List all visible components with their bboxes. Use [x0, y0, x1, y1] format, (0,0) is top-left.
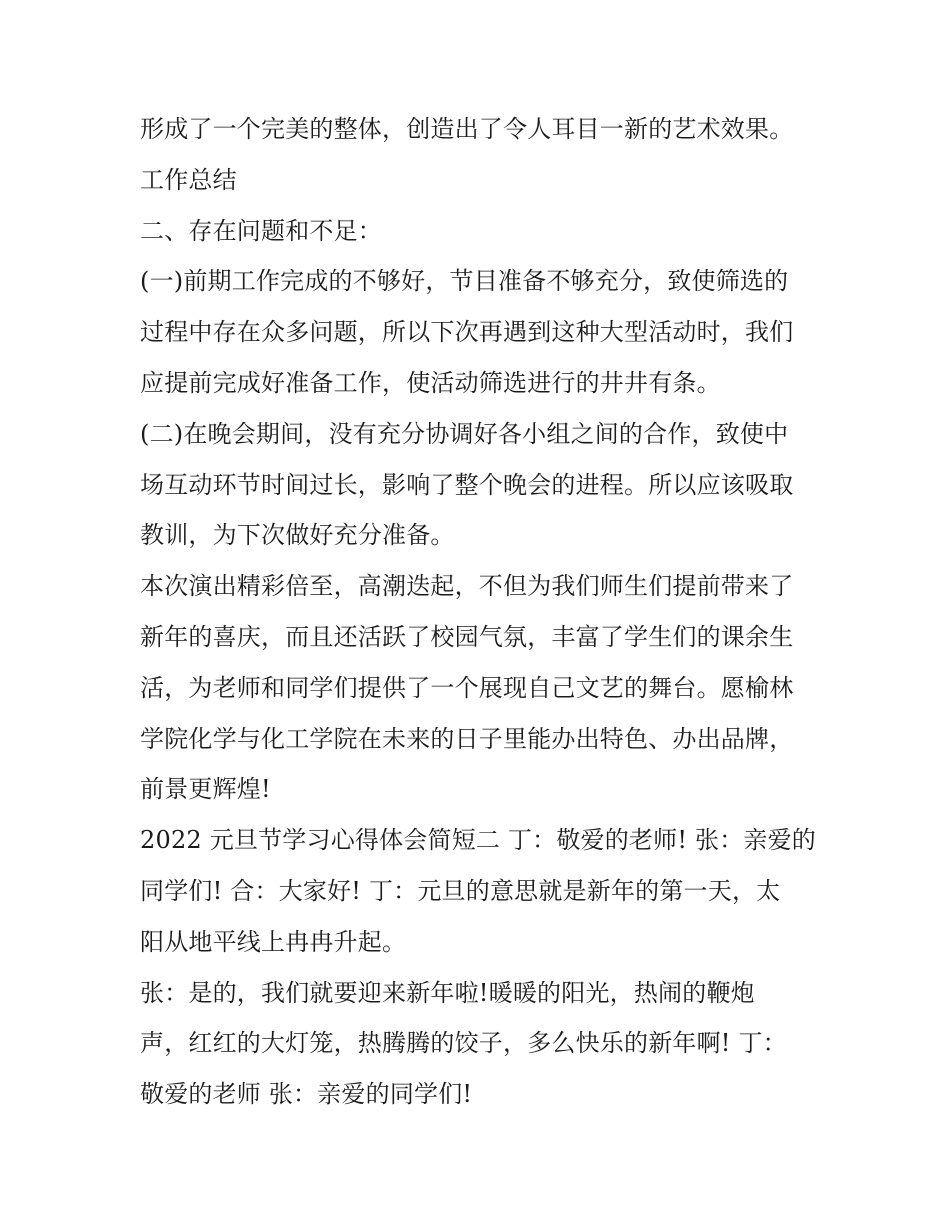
text-line: 前景更辉煌! [140, 775, 271, 804]
text-line: 声，红红的大灯笼，热腾腾的饺子，多么快乐的新年啊! 丁： [140, 1029, 787, 1058]
text-line: 同学们! 合：大家好! 丁：元旦的意思就是新年的第一天，太 [140, 876, 781, 905]
text-line: 阳从地平线上冉冉升起。 [140, 927, 407, 956]
text-line: 教训，为下次做好充分准备。 [140, 521, 455, 550]
text-line: 本次演出精彩倍至，高潮迭起，不但为我们师生们提前带来了 [140, 572, 794, 601]
document-body [140, 104, 820, 1120]
text-line: 过程中存在众多问题，所以下次再遇到这种大型活动时，我们 [140, 318, 794, 347]
text-line: 学院化学与化工学院在未来的日子里能办出特色、办出品牌， [140, 724, 794, 753]
text-line: 新年的喜庆，而且还活跃了校园气氛，丰富了学生们的课余生 [140, 622, 794, 651]
text-line: 应提前完成好准备工作，使活动筛选进行的井井有条。 [140, 368, 721, 397]
text-line: (一)前期工作完成的不够好，节目准备不够充分，致使筛选的 [140, 267, 789, 296]
text-line: 二、存在问题和不足： [140, 216, 382, 245]
text-line: (二)在晚会期间，没有充分协调好各小组之间的合作，致使中 [140, 419, 789, 448]
text-line: 张：是的，我们就要迎来新年啦!暖暖的阳光，热闹的鞭炮 [140, 978, 755, 1007]
text-line: 工作总结 [140, 165, 237, 194]
text-line: 2022 元旦节学习心得体会简短二 丁：敬爱的老师! 张：亲爱的 [140, 826, 817, 855]
text-line: 活，为老师和同学们提供了一个展现自己文艺的舞台。愿榆林 [140, 673, 794, 702]
text-line: 场互动环节时间过长，影响了整个晚会的进程。所以应该吸取 [140, 470, 794, 499]
text-line: 形成了一个完美的整体，创造出了令人耳目一新的艺术效果。 [140, 115, 794, 143]
text-line: 敬爱的老师 张：亲爱的同学们! [140, 1080, 473, 1109]
